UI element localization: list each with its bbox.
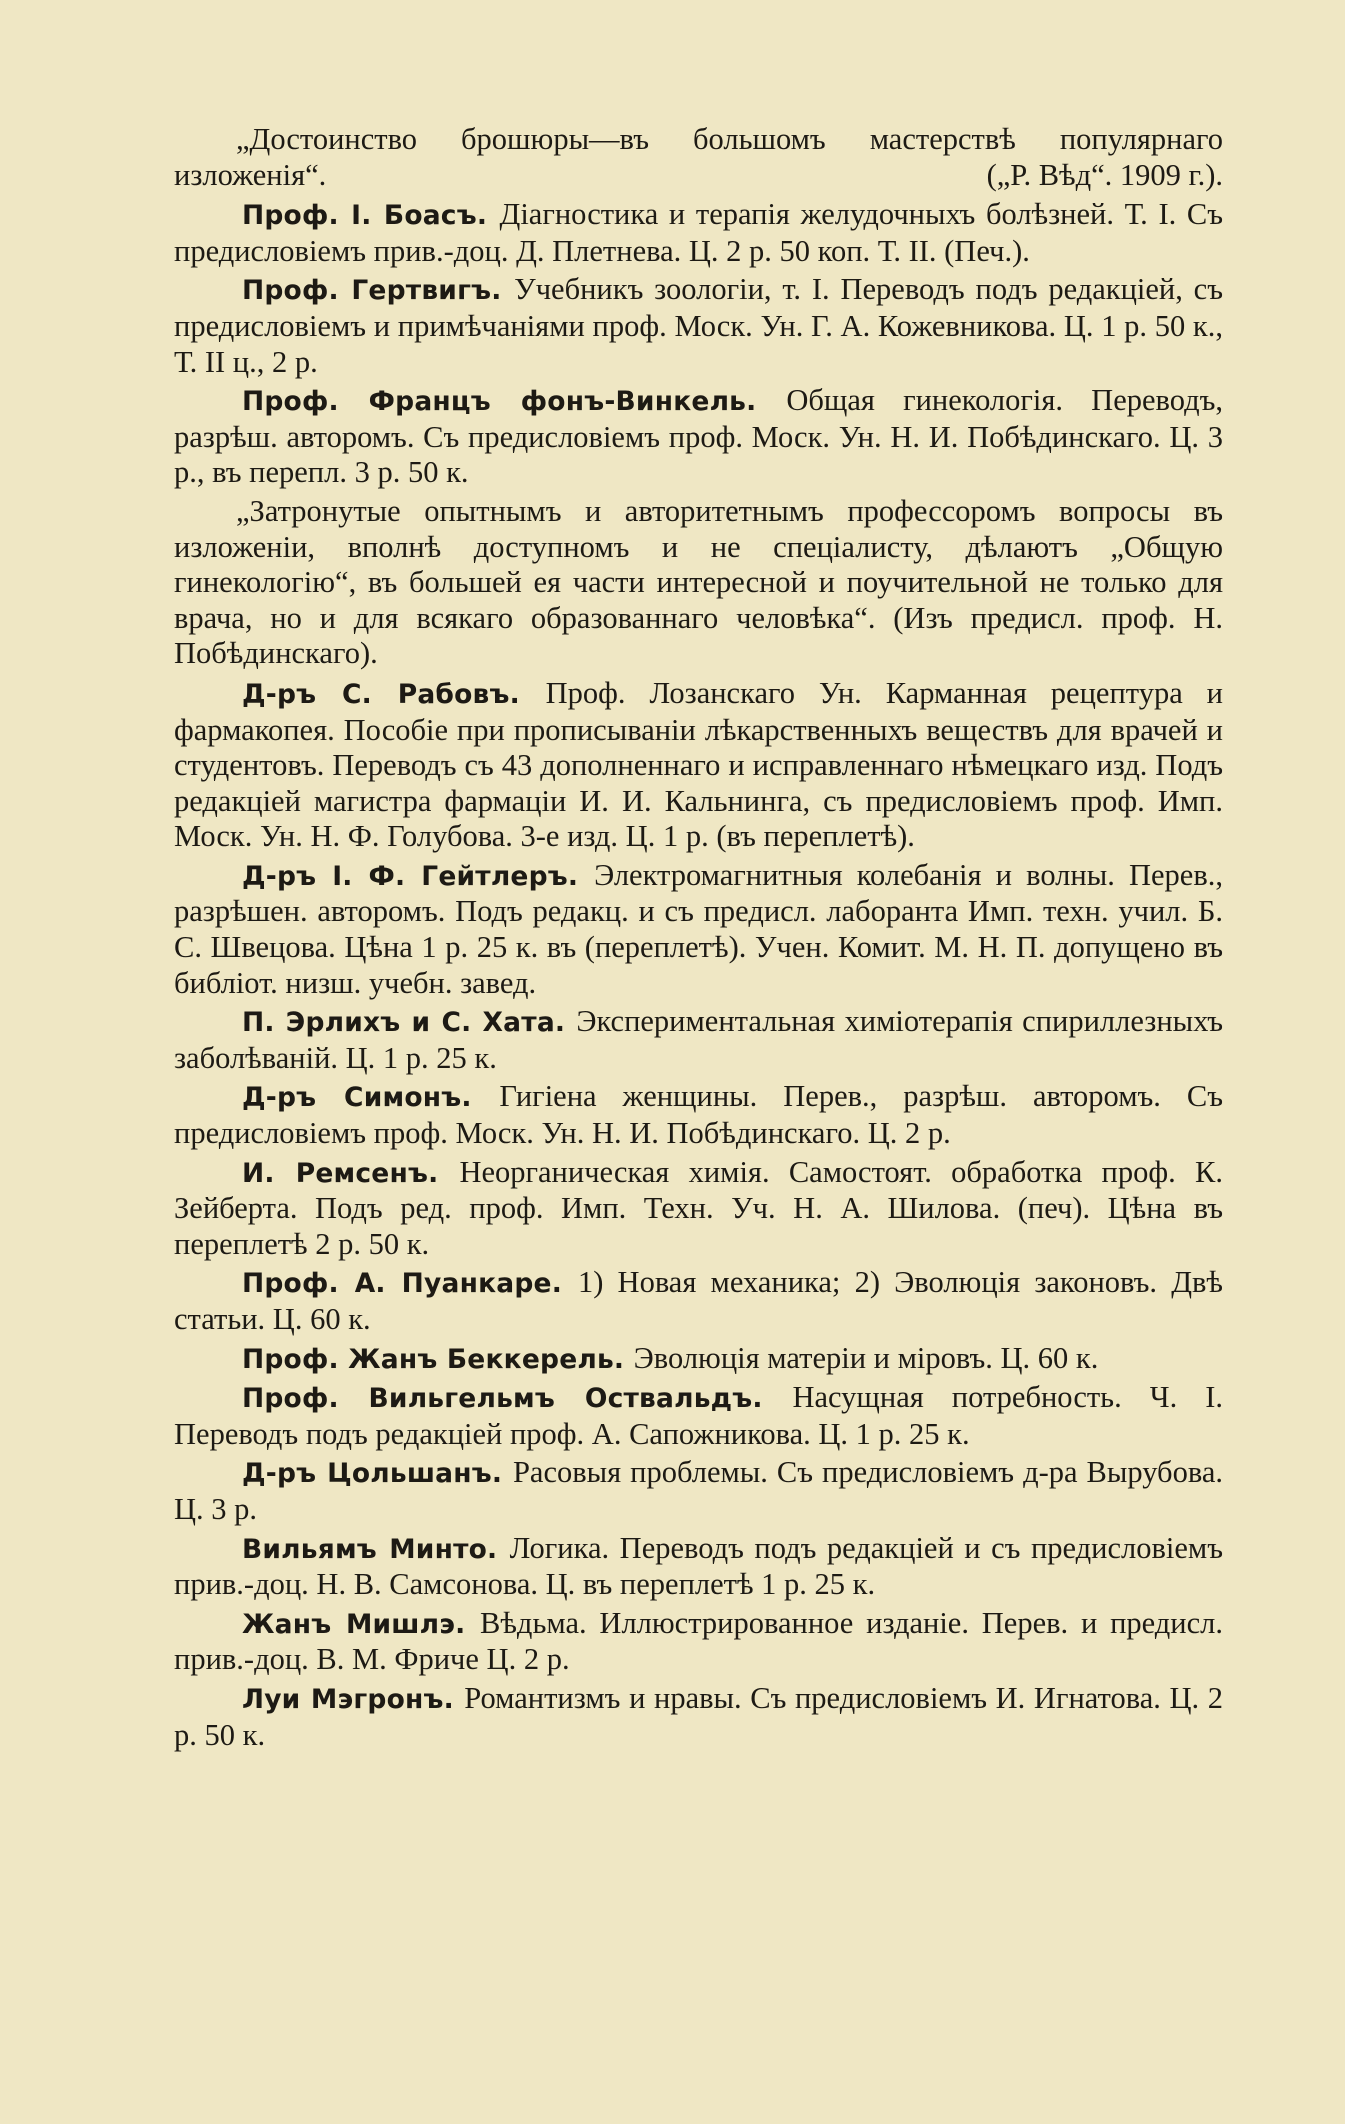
list-item <box>174 1606 1223 1678</box>
list-item <box>174 1004 1223 1076</box>
list-item <box>174 1455 1223 1527</box>
list-item <box>174 1265 1223 1337</box>
entry-text: Общая гинекологія. Переводъ, разрѣш. авторомъ. Съ предисловіемъ проф. Моск. Ун. Н. И. Побѣдинскаго. Ц. 3 р., въ перепл. 3 р. 50 к. <box>174 383 1224 490</box>
entry-text: Учебникъ зоологіи, т. I. Переводъ подъ редакціей, съ предисловіемъ и примѣчаніями проф. Моск. Ун. Г. А. Кожевникова. Ц. 1 р. 50 к., Т. II ц., 2 р. <box>174 272 1223 379</box>
entry-text: Электромагнитныя колебанія и волны. Перев., разрѣшен. авторомъ. Подъ редакц. и съ предисл. лаборанта Имп. техн. учил. Б. С. Швецова. Цѣна 1 р. 25 к. въ (переплетѣ). Учен. Комит. М. Н. П. допущено въ библіот. низш. учебн. завед. <box>174 857 1223 1000</box>
book-list <box>174 122 1223 1753</box>
list-item <box>174 1341 1223 1378</box>
entry-author: Проф. Вильгельмъ Оствальдъ. <box>242 1383 793 1415</box>
list-item <box>174 272 1223 380</box>
entry-author: П. Эрлихъ и С. Хата. <box>242 1007 577 1039</box>
list-item <box>174 494 1223 672</box>
list-item <box>174 858 1223 1001</box>
list-item <box>174 1380 1223 1452</box>
list-item <box>174 383 1223 491</box>
list-item <box>174 122 1223 193</box>
entry-text: „Достоинство брошюры—въ большомъ мастерствѣ популярнаго изложенія“. <box>174 122 1223 192</box>
list-item <box>174 1079 1223 1151</box>
entry-author: Д-ръ Цольшанъ. <box>242 1458 513 1490</box>
entry-text: 1) Новая механика; 2) Эволюція законовъ. Двѣ статьи. Ц. 60 к. <box>174 1265 1223 1336</box>
entry-text: Діагностика и терапія желудочныхъ болѣзней. Т. I. Съ предисловіемъ прив.-доц. Д. Плетнева. Ц. 2 р. 50 коп. Т. II. (Печ.). <box>174 197 1223 268</box>
entry-text: Вѣдьма. Иллюстрированное изданіе. Перев. и предисл. прив.-доц. В. М. Фриче Ц. 2 р. <box>174 1605 1224 1677</box>
entry-author: Проф. Гертвигъ. <box>242 275 515 307</box>
entry-text: Эволюція матеріи и міровъ. Ц. 60 к. <box>633 1340 1099 1375</box>
list-item <box>174 1155 1223 1263</box>
list-item <box>174 197 1223 269</box>
entry-text: Проф. Лозанскаго Ун. Карманная рецептура и фармакопея. Пособіе при прописываніи лѣкарственныхъ веществъ для врачей и студентовъ. Переводъ съ 43 дополненнаго и исправленнаго нѣмецкаго изд. Подъ редакціей магистра фармаціи И. И. Кальнинга, съ предисловіемъ проф. Имп. Моск. Ун. Н. Ф. Голубова. 3-е изд. Ц. 1 р. (въ переплетѣ). <box>174 675 1223 854</box>
entry-text: „Затронутые опытнымъ и авторитетнымъ профессоромъ вопросы въ изложеніи, вполнѣ доступномъ и не спеціалисту, дѣлаютъ „Общую гинекологію“, въ большей ея части интересной и поучительной не только для врача, но и для всякаго образованнаго человѣка“. (Изъ предисл. проф. Н. Побѣдинскаго). <box>174 493 1223 671</box>
entry-text: Неорганическая химія. Самостоят. обработка проф. К. Зейберта. Подъ ред. проф. Имп. Техн. Уч. Н. А. Шилова. (печ). Цѣна въ переплетѣ 2 р. 50 к. <box>174 1154 1224 1261</box>
list-item <box>174 1681 1223 1753</box>
entry-author: Вильямъ Минто. <box>242 1533 510 1565</box>
entry-text: Гигіена женщины. Перев., разрѣш. авторомъ. Съ предисловіемъ проф. Моск. Ун. Н. И. Побѣдинскаго. Ц. 2 р. <box>174 1079 1223 1151</box>
entry-author: Проф. А. Пуанкаре. <box>242 1268 578 1300</box>
entry-author: Проф. Жанъ Беккерель. <box>242 1343 634 1375</box>
list-item <box>174 1531 1223 1603</box>
entry-text: Логика. Переводъ подъ редакціей и съ предисловіемъ прив.-доц. Н. В. Самсонова. Ц. въ переплетѣ 1 р. 25 к. <box>174 1530 1223 1602</box>
entry-author: Д-ръ І. Ф. Гейтлеръ. <box>242 860 595 892</box>
entry-author: И. Ремсенъ. <box>242 1157 460 1189</box>
list-item <box>174 676 1223 855</box>
entry-text: Расовыя проблемы. Съ предисловіемъ д-ра Вырубова. Ц. 3 р. <box>174 1455 1223 1526</box>
entry-author: Проф. Францъ фонъ-Винкель. <box>242 386 787 418</box>
entry-source: („Р. Вѣд“. 1909 г.). <box>986 157 1223 192</box>
entry-text: Экспериментальная химіотерапія спириллезныхъ заболѣваній. Ц. 1 р. 25 к. <box>174 1004 1223 1075</box>
entry-text: Романтизмъ и нравы. Съ предисловіемъ И. Игнатова. Ц. 2 р. 50 к. <box>174 1680 1223 1752</box>
entry-author: Проф. І. Боасъ. <box>242 200 500 232</box>
entry-author: Жанъ Мишлэ. <box>242 1608 481 1640</box>
entry-author: Луи Мэгронъ. <box>242 1683 465 1715</box>
entry-text: Насущная потребность. Ч. I. Переводъ подъ редакціей проф. А. Сапожникова. Ц. 1 р. 25 к. <box>174 1380 1223 1451</box>
entry-author: Д-ръ С. Рабовъ. <box>242 678 546 710</box>
entry-author: Д-ръ Симонъ. <box>242 1082 500 1114</box>
